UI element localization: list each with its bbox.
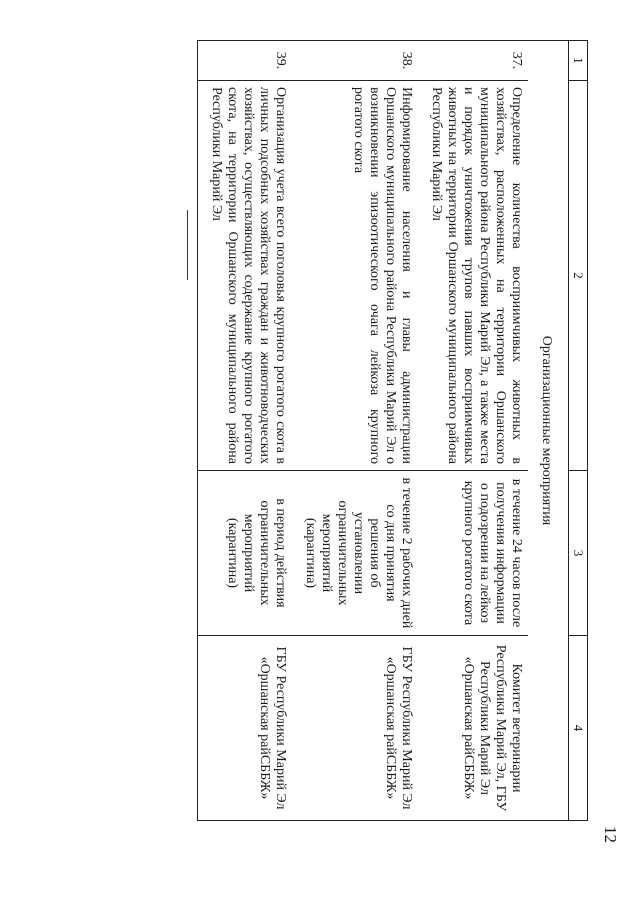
row-responsible: Комитет ветеринарии Республики Марий Эл, ГБУ Республики Марий Эл «Оршанская райСББЖ» bbox=[418, 636, 528, 821]
row-number: 37. bbox=[418, 41, 528, 81]
column-header: 4 bbox=[569, 636, 588, 821]
section-title: Организационные мероприятия bbox=[528, 41, 569, 821]
row-term: в течение 24 часов после получения информации о подозрении на лейкоз крупного рогатого скота bbox=[418, 471, 528, 636]
row-description: Информирование населения и главы администрации Оршанского муниципального района Республики Марий Эл о возникновении эпизоотического очага лейкоза крупного рогатого скота bbox=[292, 81, 418, 471]
table-row bbox=[198, 41, 293, 821]
column-header: 3 bbox=[569, 471, 588, 636]
column-header: 2 bbox=[569, 81, 588, 471]
row-number: 39. bbox=[198, 41, 293, 81]
table-row bbox=[292, 41, 418, 821]
table-row bbox=[418, 41, 528, 821]
row-description: Организация учета всего поголовья крупного рогатого скота в личных подсобных хозяйствах граждан и животноводческих хозяйствах, осуществляющих содержание крупного рогатого скота, на территории Оршанского муниципального района Республики Марий Эл bbox=[198, 81, 293, 471]
section-row bbox=[528, 41, 569, 821]
closing-rule bbox=[187, 210, 188, 280]
page-number: 12 bbox=[601, 826, 620, 843]
row-responsible: ГБУ Республики Марий Эл «Оршанская райСББЖ» bbox=[292, 636, 418, 821]
row-term: в течение 2 рабочих дней со дня принятия решения об установлении ограничительных мероприятий (карантина) bbox=[292, 471, 418, 636]
table-header-row bbox=[569, 41, 588, 821]
row-term: в период действия ограничительных мероприятий (карантина) bbox=[198, 471, 293, 636]
row-number: 38. bbox=[292, 41, 418, 81]
measures-table bbox=[197, 40, 588, 821]
column-header: 1 bbox=[569, 41, 588, 81]
row-responsible: ГБУ Республики Марий Эл «Оршанская райСББЖ» bbox=[198, 636, 293, 821]
row-description: Определение количества восприимчивых животных в хозяйствах, расположенных на территории Оршанского муниципального района Республики Марий Эл, а также места и порядок уничтожения трупов павших восприимчивых животных на территории Оршанского муниципального района Республики Марий Эл bbox=[418, 81, 528, 471]
